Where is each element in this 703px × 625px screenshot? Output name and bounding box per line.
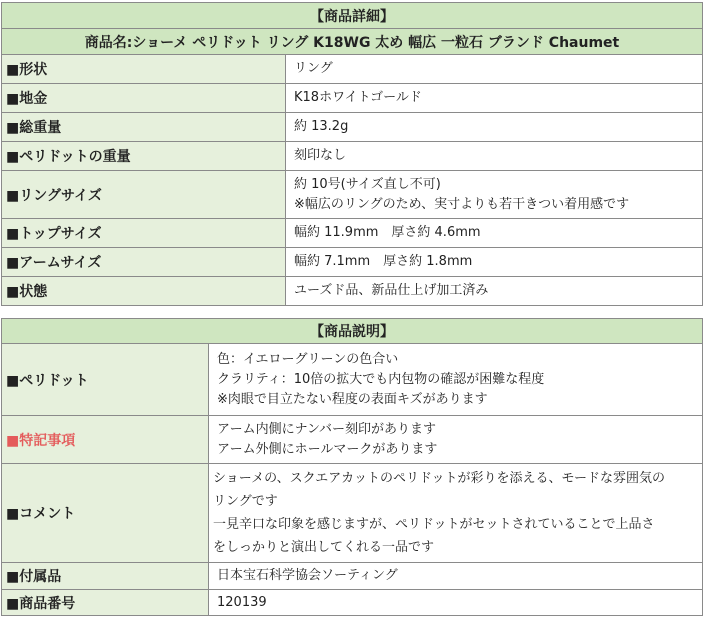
arm-size-value: 幅約 7.1mm 厚さ約 1.8mm: [286, 248, 703, 277]
peridot-label: ■ペリドット: [2, 344, 209, 416]
condition-label: ■状態: [2, 277, 286, 306]
top-size-label: ■トップサイズ: [2, 219, 286, 248]
shape-value: リング: [286, 55, 703, 84]
condition-value: ユーズド品、新品仕上げ加工済み: [286, 277, 703, 306]
product-description-table: [1, 318, 703, 616]
metal-value: K18ホワイトゴールド: [286, 84, 703, 113]
metal-label: ■地金: [2, 84, 286, 113]
shape-label: ■形状: [2, 55, 286, 84]
special-notes-value: アーム内側にナンバー刻印があります アーム外側にホールマークがあります: [209, 416, 703, 464]
special-notes-label: ■特記事項: [2, 416, 209, 464]
peridot-weight-label: ■ペリドットの重量: [2, 142, 286, 171]
description-header: 【商品説明】: [2, 319, 703, 344]
ring-size-label: ■リングサイズ: [2, 171, 286, 219]
arm-size-label: ■アームサイズ: [2, 248, 286, 277]
ring-size-value: 約 10号(サイズ直し不可) ※幅広のリングのため、実寸よりも若干きつい着用感です: [286, 171, 703, 219]
product-number-label: ■商品番号: [2, 590, 209, 616]
accessories-label: ■付属品: [2, 563, 209, 590]
comment-label: ■コメント: [2, 464, 209, 563]
total-weight-label: ■総重量: [2, 113, 286, 142]
product-number-value: 120139: [209, 590, 703, 616]
product-details-table: [1, 2, 703, 306]
peridot-weight-value: 刻印なし: [286, 142, 703, 171]
peridot-value: 色：イエローグリーンの色合い クラリティ：10倍の拡大でも内包物の確認が困難な程度 ※肉眼で目立たない程度の表面キズがあります: [209, 344, 703, 416]
product-name: 商品名:ショーメ ペリドット リング K18WG 太め 幅広 一粒石 ブランド Chaumet: [2, 29, 703, 55]
details-header: 【商品詳細】: [2, 3, 703, 29]
accessories-value: 日本宝石科学協会ソーティング: [209, 563, 703, 590]
top-size-value: 幅約 11.9mm 厚さ約 4.6mm: [286, 219, 703, 248]
total-weight-value: 約 13.2g: [286, 113, 703, 142]
comment-value: ショーメの、スクエアカットのペリドットが彩りを添える、モードな雰囲気の リングです 一見辛口な印象を感じますが、ペリドットがセットされていることで上品さ をしっかりと演出してくれる一品です: [209, 464, 703, 563]
